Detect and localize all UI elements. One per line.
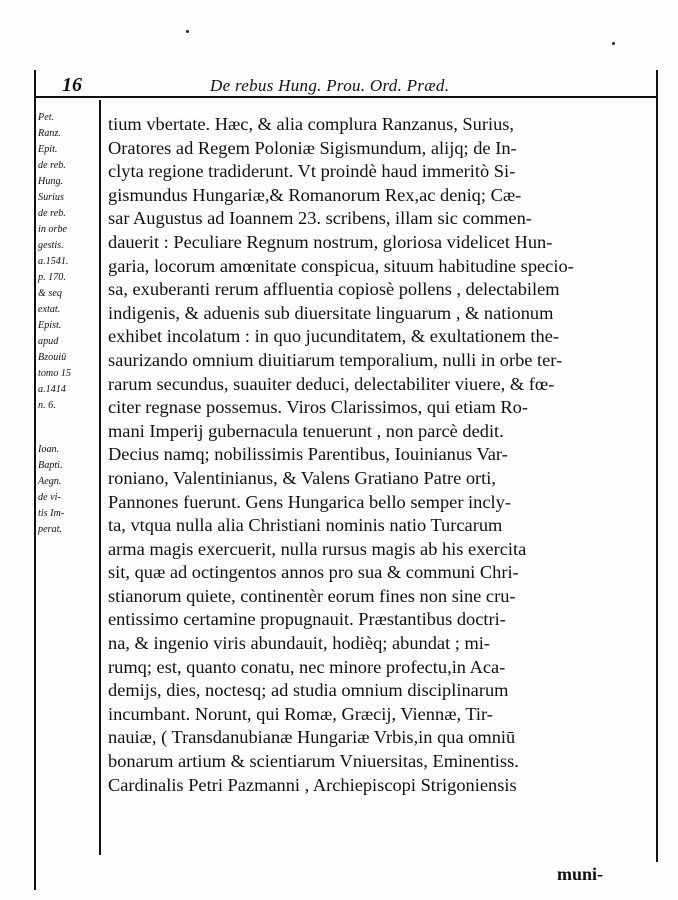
text-line: sar Augustus ad Ioannem 23. scribens, illam sic commen- — [108, 208, 532, 229]
header-rule — [34, 96, 658, 98]
marginal-note: & seq — [38, 288, 62, 299]
text-line: sa, exuberanti rerum affluentia copiosè pollens , delectabilem — [108, 279, 560, 300]
text-line: ta, vtqua nulla alia Christiani nominis natio Turcarum — [108, 515, 503, 536]
text-line: gismundus Hungariæ,& Romanorum Rex,ac deniq; Cæ- — [108, 184, 522, 205]
marginal-note: Bapti. — [38, 460, 63, 471]
marginal-note: Ranz. — [38, 128, 61, 139]
left-frame-rule — [34, 70, 36, 890]
marginal-note: tis Im- — [38, 508, 65, 519]
text-line: Pannones fuerunt. Gens Hungarica bello semper incly- — [108, 491, 511, 512]
text-line: garia, locorum amœnitate conspicua, situum habitudine specio- — [108, 255, 574, 276]
page-header — [40, 74, 650, 96]
text-line: mani Imperij gubernacula tenuerunt , non parcè dedit. — [108, 420, 504, 441]
marginal-gap — [38, 414, 98, 442]
marginal-note: a.1541. — [38, 256, 69, 267]
text-line: demijs, dies, noctesq; ad studia omnium disciplinarum — [108, 680, 509, 701]
margin-rule — [99, 100, 101, 855]
marginal-note: p. 170. — [38, 272, 66, 283]
text-line: rumq; est, quanto conatu, nec minore profectu,in Aca- — [108, 656, 506, 677]
text-line: rarum secundus, suauiter deduci, delectabiliter viuere, & fœ- — [108, 373, 555, 394]
marginal-note: a.1414 — [38, 384, 66, 395]
text-line: arma magis exercuerit, nulla rursus magis ab his exercita — [108, 538, 527, 559]
marginal-note: de reb. — [38, 160, 66, 171]
marginal-note: Bzouiū — [38, 352, 67, 363]
marginal-note: Aegn. — [38, 476, 62, 487]
right-frame-rule — [656, 70, 658, 862]
marginal-note: Epist. — [38, 320, 62, 331]
ink-speck — [186, 30, 189, 33]
marginal-note: in orbe — [38, 224, 68, 235]
text-line: citer regnase possemus. Viros Clarissimos, qui etiam Ro- — [108, 397, 528, 418]
catchword: muni- — [557, 864, 604, 884]
text-line: Oratores ad Regem Poloniæ Sigismundum, alijq; de In- — [108, 137, 517, 158]
text-line: tium vbertate. Hæc, & alia complura Ranzanus, Surius, — [108, 114, 515, 134]
text-line: incumbant. Norunt, qui Romæ, Græcij, Viennæ, Tir- — [108, 703, 493, 724]
text-line: dauerit : Peculiare Regnum nostrum, gloriosa videlicet Hun- — [108, 231, 553, 252]
text-line: Cardinalis Petri Pazmanni , Archiepiscopi Strigoniensis — [108, 774, 517, 795]
marginal-note: Pet. — [38, 112, 55, 123]
text-line: Decius namq; nobilissimis Parentibus, Iouinianus Var- — [108, 444, 508, 465]
text-line: saurizando omnium diuitiarum temporalium, nulli in orbe ter- — [108, 349, 563, 370]
marginal-note: Surius — [38, 192, 64, 203]
ink-speck — [612, 42, 615, 45]
text-line: na, & ingenio viris abundauit, hodièq; abundat ; mi- — [108, 633, 491, 654]
body-text — [108, 113, 656, 797]
marginal-note: gestis. — [38, 240, 64, 251]
text-line: roniano, Valentinianus, & Valens Gratiano Patre orti, — [108, 467, 496, 488]
text-line: stianorum quiete, continentèr eorum fines non sine cru- — [108, 585, 516, 606]
marginal-note: Ioan. — [38, 444, 60, 455]
marginal-note: tomo 15 — [38, 368, 71, 379]
text-line: clyta regione tradiderunt. Vt proindè haud immeritò Si- — [108, 161, 516, 182]
page-number: 16 — [62, 74, 82, 96]
marginal-note: apud — [38, 336, 59, 347]
marginal-note: Hung. — [38, 176, 64, 187]
marginal-note: de vi- — [38, 492, 61, 503]
text-line: nauiæ, ( Transdanubianæ Hungariæ Vrbis,in qua omniū — [108, 727, 516, 748]
marginal-note: n. 6. — [38, 400, 56, 411]
marginal-note: Epit. — [38, 144, 58, 155]
text-line: bonarum artium & scientiarum Vniuersitas, Eminentiss. — [108, 751, 519, 772]
running-head: De rebus Hung. Prou. Ord. Præd. — [210, 76, 450, 95]
marginal-note: de reb. — [38, 208, 66, 219]
marginal-note: extat. — [38, 304, 61, 315]
marginal-notes — [38, 110, 98, 538]
text-line: exhibet incolatum : in quo jucunditatem, & exultationem the- — [108, 326, 559, 347]
text-line: sit, quæ ad octingentos annos pro sua & communi Chri- — [108, 562, 519, 583]
marginal-note: perat. — [38, 524, 62, 535]
text-line: entissimo certamine propugnauit. Præstantibus doctri- — [108, 609, 506, 630]
text-line: indigenis, & aduenis sub diuersitate linguarum , & nationum — [108, 302, 554, 323]
